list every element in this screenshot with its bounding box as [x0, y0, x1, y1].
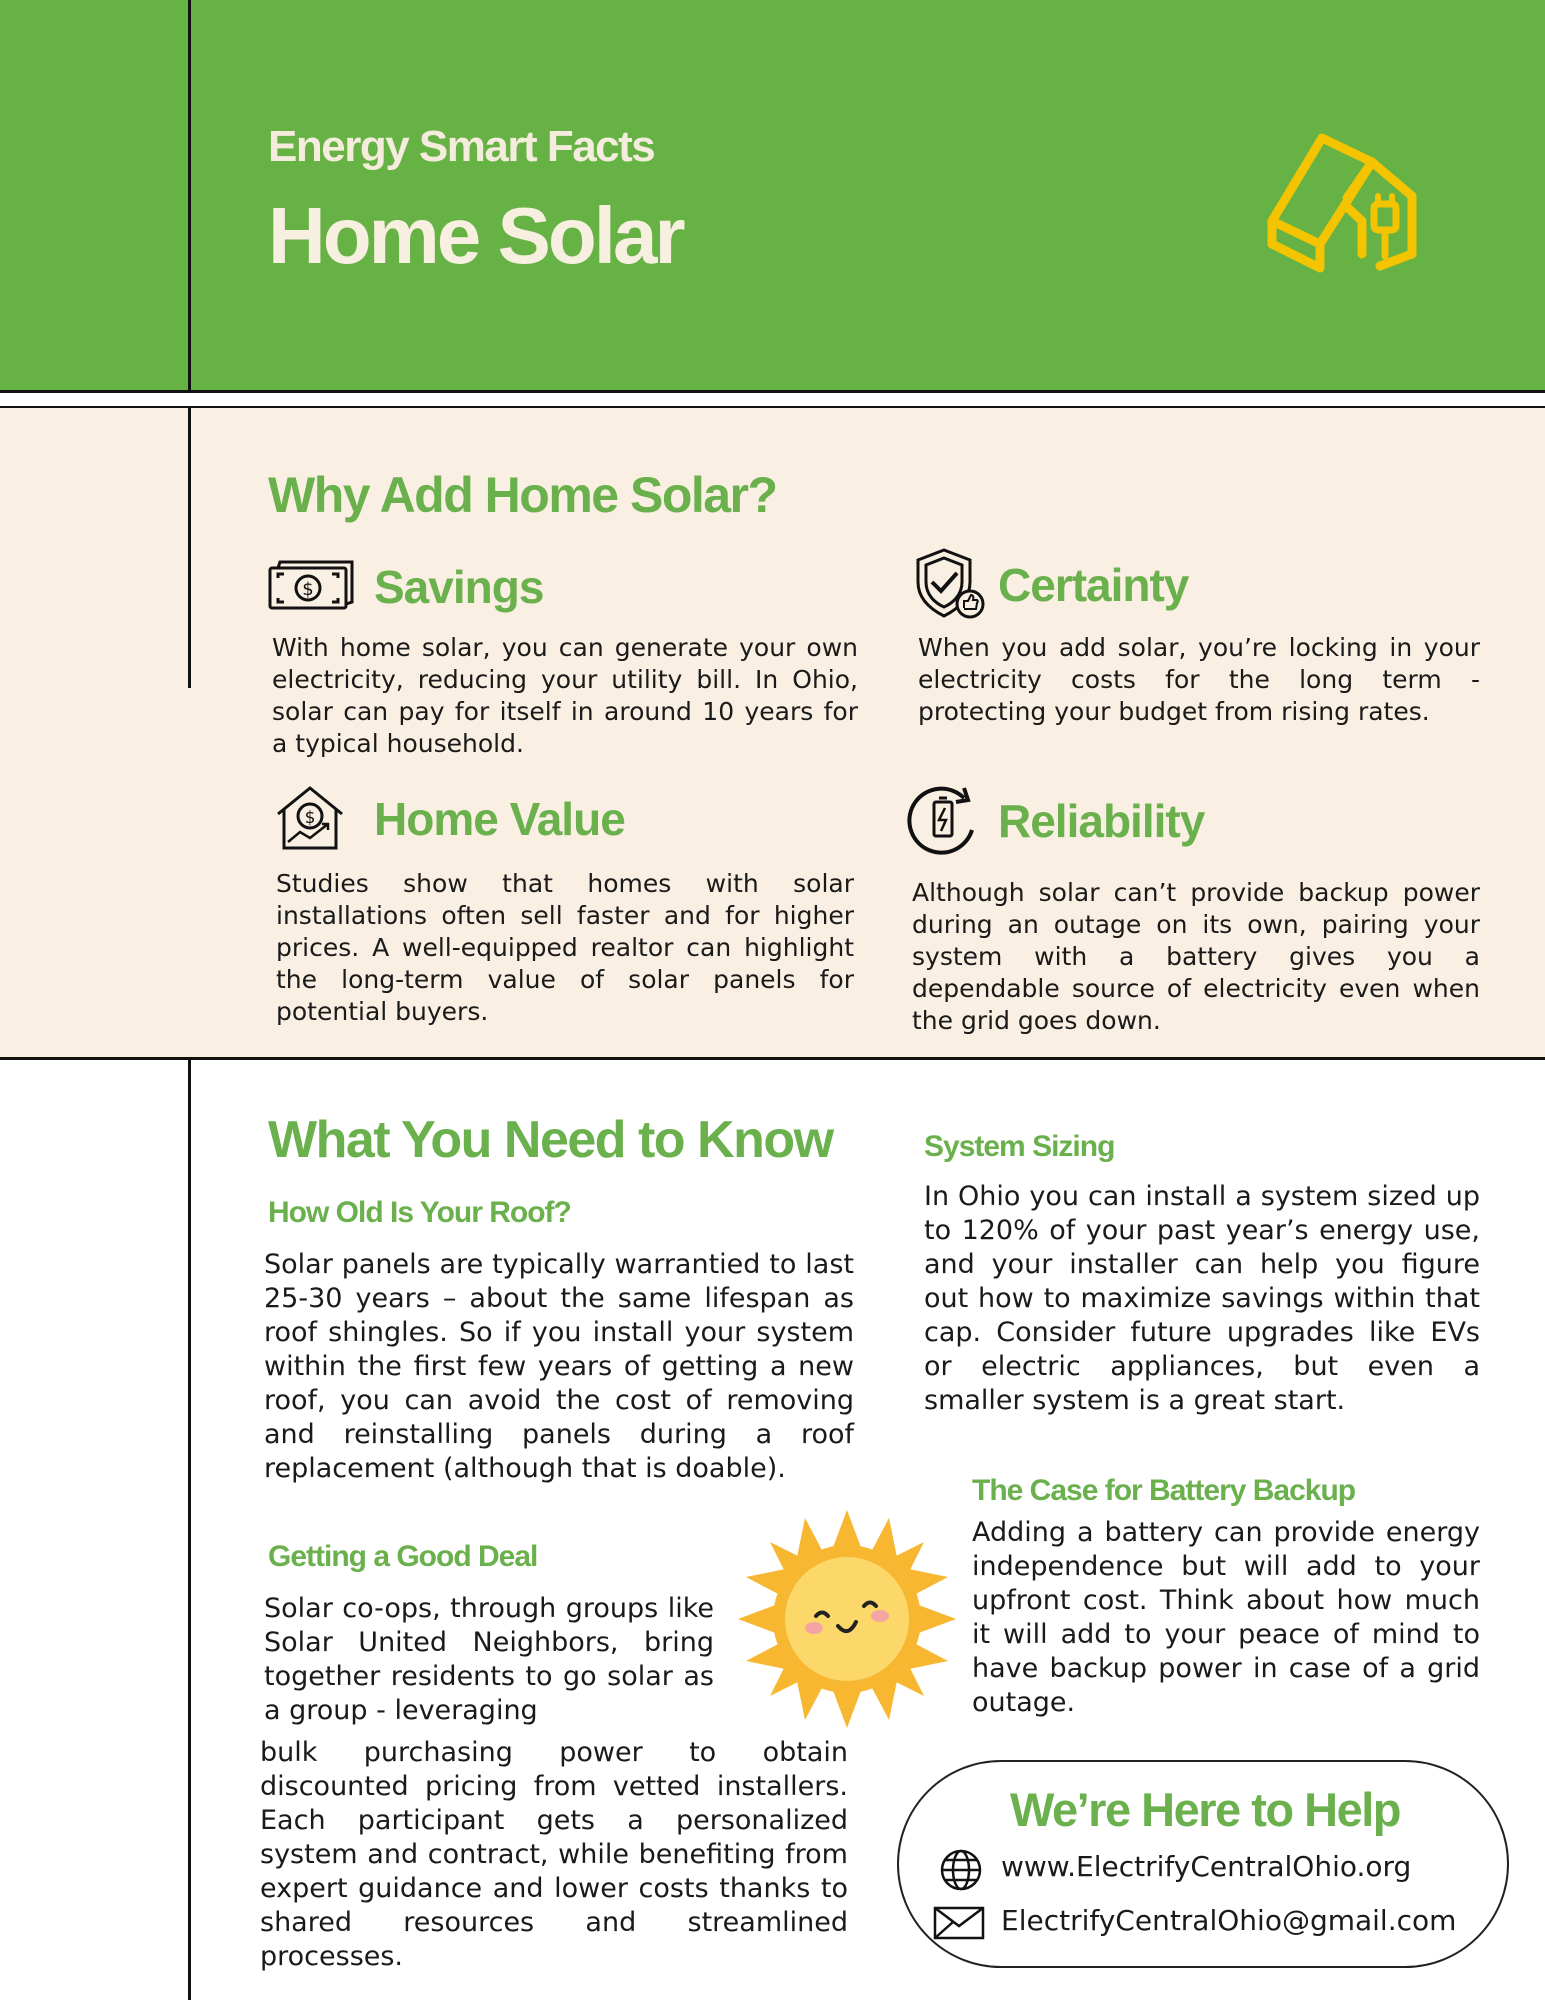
card-title-certainty: Certainty — [998, 559, 1189, 611]
divider — [0, 390, 1545, 393]
sizing-text: In Ohio you can install a system sized up to 120% of your past year’s energy use, and your installer can help you figure out how to maximize savings within that cap. Consider future upgrades like EVs or electric appliances, but even a smaller system is a great start. — [924, 1181, 1480, 1416]
why-title: Why Add Home Solar? — [268, 467, 777, 523]
page-title: Home Solar — [268, 191, 683, 280]
deal-title: Getting a Good Deal — [268, 1540, 538, 1573]
deal-text-a: Solar co-ops, through groups like Solar United Neighbors, bring together residents to go solar as a group - leveraging — [264, 1593, 714, 1726]
card-title-home-value: Home Value — [374, 793, 625, 845]
divider — [188, 1060, 191, 2000]
shield-check-icon — [912, 546, 986, 620]
know-title: What You Need to Know — [268, 1111, 833, 1169]
battery-cycle-icon — [900, 780, 986, 860]
website-link[interactable]: www.ElectrifyCentralOhio.org — [1001, 1850, 1412, 1883]
roof-text: Solar panels are typically warrantied to last 25-30 years – about the same lifespan as roof shingles. So if you install your system within the first few years of getting a new roof, you can avoid the cost of removing and reinstalling panels during a roof replacement (although that is doable). — [264, 1249, 854, 1484]
cash-icon — [266, 558, 356, 614]
divider — [188, 0, 191, 390]
envelope-icon — [933, 1906, 985, 1940]
header-subtitle: Energy Smart Facts — [268, 122, 655, 171]
battery-text: Adding a battery can provide energy independence but will add to your upfront cost. Think about how much it will add to your peace of mind to have backup power in case of a grid outage. — [972, 1517, 1480, 1718]
svg-text:$: $ — [304, 808, 316, 828]
solar-house-plug-icon — [1262, 126, 1430, 276]
card-title-reliability: Reliability — [998, 795, 1205, 847]
sizing-title: System Sizing — [924, 1130, 1115, 1163]
smiling-sun-icon — [738, 1510, 956, 1728]
contact-box — [897, 1760, 1509, 1968]
divider — [0, 1057, 1545, 1060]
card-text-home-value: Studies show that homes with solar installations often sell faster and for higher prices. A well-equipped realtor can highlight the long-term value of solar panels for potential buyers. — [276, 869, 854, 1026]
globe-icon — [939, 1848, 983, 1892]
house-value-icon — [274, 784, 346, 852]
deal-text-b: bulk purchasing power to obtain discounted pricing from vetted installers. Each participant gets a personalized system and contract, while benefiting from expert guidance and lower costs thanks to shared resources and streamlined processes. — [260, 1737, 848, 1972]
battery-title: The Case for Battery Backup — [972, 1474, 1356, 1507]
svg-text:$: $ — [302, 579, 314, 600]
header-banner — [0, 0, 1545, 392]
roof-title: How Old Is Your Roof? — [268, 1196, 571, 1229]
card-text-reliability: Although solar can’t provide backup power during an outage on its own, pairing your system with a battery gives you a dependable source of electricity even when the grid goes down. — [912, 878, 1480, 1035]
email-link[interactable]: ElectrifyCentralOhio@gmail.com — [1001, 1904, 1457, 1937]
card-text-savings: With home solar, you can generate your own electricity, reducing your utility bill. In Ohio, solar can pay for itself in around 10 years for a typical household. — [272, 633, 858, 758]
card-title-savings: Savings — [374, 561, 544, 613]
card-text-certainty: When you add solar, you’re locking in your electricity costs for the long term - protecting your budget from rising rates. — [918, 633, 1480, 726]
divider — [188, 408, 191, 688]
contact-title: We’re Here to Help — [1009, 1783, 1401, 1836]
